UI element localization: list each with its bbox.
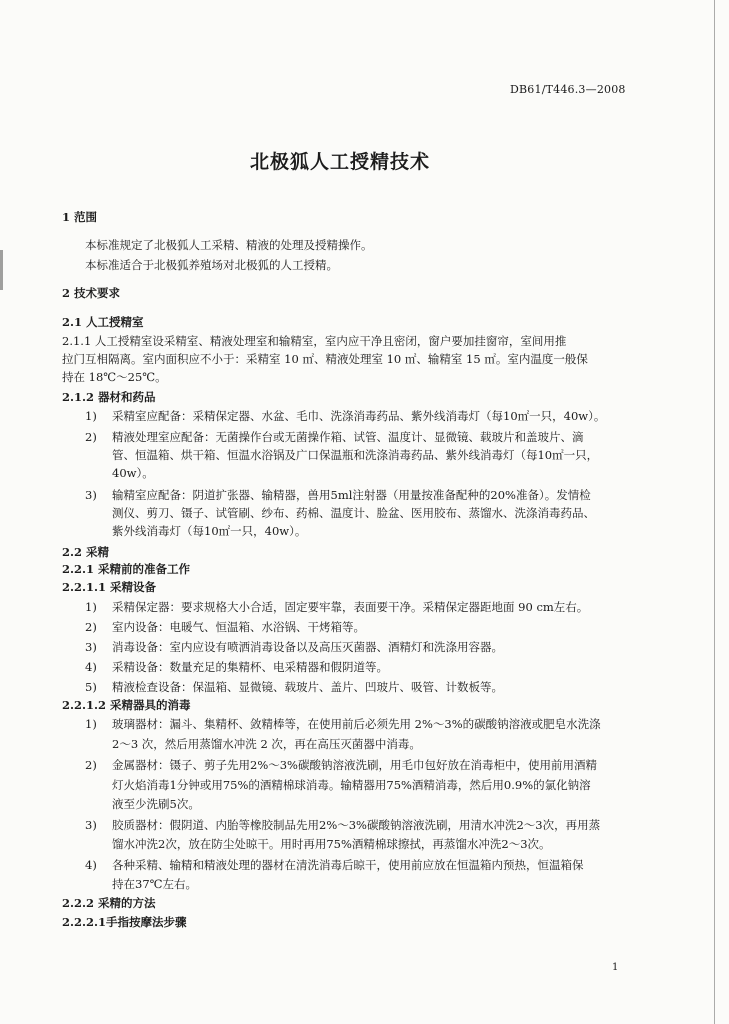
section-2-2-heading: 2.2 采精 <box>62 545 110 559</box>
list-item-number: 3) <box>85 640 97 654</box>
list-item-number: 3) <box>85 818 97 832</box>
list-item: 管、恒温箱、烘干箱、恒温水浴锅及广口保温瓶和洗涤消毒药品、紫外线消毒灯（每10㎡一只， <box>112 448 599 462</box>
list-item: 精液处理室应配备：无菌操作台或无菌操作箱、试管、温度计、显微镜、载玻片和盖玻片、滴 <box>112 430 584 444</box>
list-item: 采精设备：数量充足的集精杯、电采精器和假阴道等。 <box>112 660 388 674</box>
list-item-number: 1) <box>85 600 97 614</box>
section-2-2-2-heading: 2.2.2 采精的方法 <box>62 896 156 910</box>
section-1-paragraph: 本标准规定了北极狐人工采精、精液的处理及授精操作。 <box>85 238 373 252</box>
section-1-heading: 1 范围 <box>62 210 98 224</box>
list-item: 馏水冲洗2次，放在防尘处晾干。用时再用75%酒精棉球擦拭，再蒸馏水冲洗2～3次。 <box>112 837 551 851</box>
section-1-paragraph: 本标准适合于北极狐养殖场对北极狐的人工授精。 <box>85 258 338 272</box>
section-2-1-1-line: 2.1.1 人工授精室设采精室、精液处理室和输精室，室内应干净且密闭，窗户要加挂窗帘，室间用推 <box>62 334 567 348</box>
list-item: 测仪、剪刀、镊子、试管刷、纱布、药棉、温度计、脸盆、医用胶布、蒸馏水、洗涤消毒药品、 <box>112 506 595 520</box>
page-title: 北极狐人工授精技术 <box>249 151 430 173</box>
list-item: 金属器材：镊子、剪子先用2%～3%碳酸钠溶液洗刷，用毛巾包好放在消毒柜中，使用前用酒精 <box>112 758 597 772</box>
section-2-2-1-heading: 2.2.1 采精前的准备工作 <box>62 562 191 576</box>
list-item: 胶质器材：假阴道、内胎等橡胶制品先用2%～3%碳酸钠溶液洗刷，用清水冲洗2～3次，再用蒸 <box>112 818 601 832</box>
section-2-1-1-line: 持在 18℃～25℃。 <box>62 370 167 384</box>
list-item: 紫外线消毒灯（每10㎡一只，40w）。 <box>112 524 307 538</box>
list-item: 输精室应配备：阴道扩张器、输精器，兽用5ml注射器（用量按准备配种的20%准备）。发情检 <box>112 488 591 502</box>
list-item: 消毒设备：室内应设有喷洒消毒设备以及高压灭菌器、酒精灯和洗涤用容器。 <box>112 640 503 654</box>
section-2-heading: 2 技术要求 <box>62 286 121 300</box>
scan-edge-mark <box>0 250 3 290</box>
list-item-number: 1) <box>85 717 97 731</box>
list-item-number: 4) <box>85 660 97 674</box>
list-item: 采精保定器：要求规格大小合适，固定要牢靠，表面要干净。采精保定器距地面 90 cm左右。 <box>112 600 589 614</box>
list-item: 各种采精、输精和精液处理的器材在清洗消毒后晾干，使用前应放在恒温箱内预热，恒温箱保 <box>112 858 584 872</box>
page-number: 1 <box>612 962 619 973</box>
section-2-2-1-1-heading: 2.2.1.1 采精设备 <box>62 580 157 594</box>
list-item-number: 2) <box>85 620 97 634</box>
list-item-number: 2) <box>85 758 97 772</box>
scan-border-line <box>714 0 715 1024</box>
section-2-1-1-line: 拉门互相隔离。室内面积应不小于：采精室 10 ㎡、精液处理室 10 ㎡、输精室 15 ㎡。室内温度一般保 <box>62 352 588 366</box>
list-item: 液至少洗刷5次。 <box>112 797 200 811</box>
list-item-number: 2) <box>85 430 97 444</box>
section-2-2-2-1-heading: 2.2.2.1手指按摩法步骤 <box>62 915 187 929</box>
list-item: 持在37℃左右。 <box>112 877 197 891</box>
list-item: 灯火焰消毒1分钟或用75%的酒精棉球消毒。输精器用75%酒精消毒，然后用0.9%的氯化钠溶 <box>112 778 591 792</box>
document-code: DB61/T446.3—2008 <box>510 83 626 96</box>
section-2-1-heading: 2.1 人工授精室 <box>62 315 144 329</box>
list-item: 室内设备：电暖气、恒温箱、水浴锅、干烤箱等。 <box>112 620 365 634</box>
list-item-number: 4) <box>85 858 97 872</box>
list-item: 2～3 次，然后用蒸馏水冲洗 2 次，再在高压灭菌器中消毒。 <box>112 737 421 751</box>
section-2-2-1-2-heading: 2.2.1.2 采精器具的消毒 <box>62 698 191 712</box>
list-item: 采精室应配备：采精保定器、水盆、毛巾、洗涤消毒药品、紫外线消毒灯（每10㎡一只，40w）。 <box>112 409 606 423</box>
section-2-1-2-heading: 2.1.2 器材和药品 <box>62 390 156 404</box>
list-item-number: 3) <box>85 488 97 502</box>
list-item: 40w）。 <box>112 466 154 480</box>
list-item: 玻璃器材：漏斗、集精杯、敛精棒等，在使用前后必须先用 2%～3%的碳酸钠溶液或肥皂水洗涤 <box>112 717 601 731</box>
list-item: 精液检查设备：保温箱、显微镜、载玻片、盖片、凹玻片、吸管、计数板等。 <box>112 680 503 694</box>
list-item-number: 1) <box>85 409 97 423</box>
list-item-number: 5) <box>85 680 97 694</box>
